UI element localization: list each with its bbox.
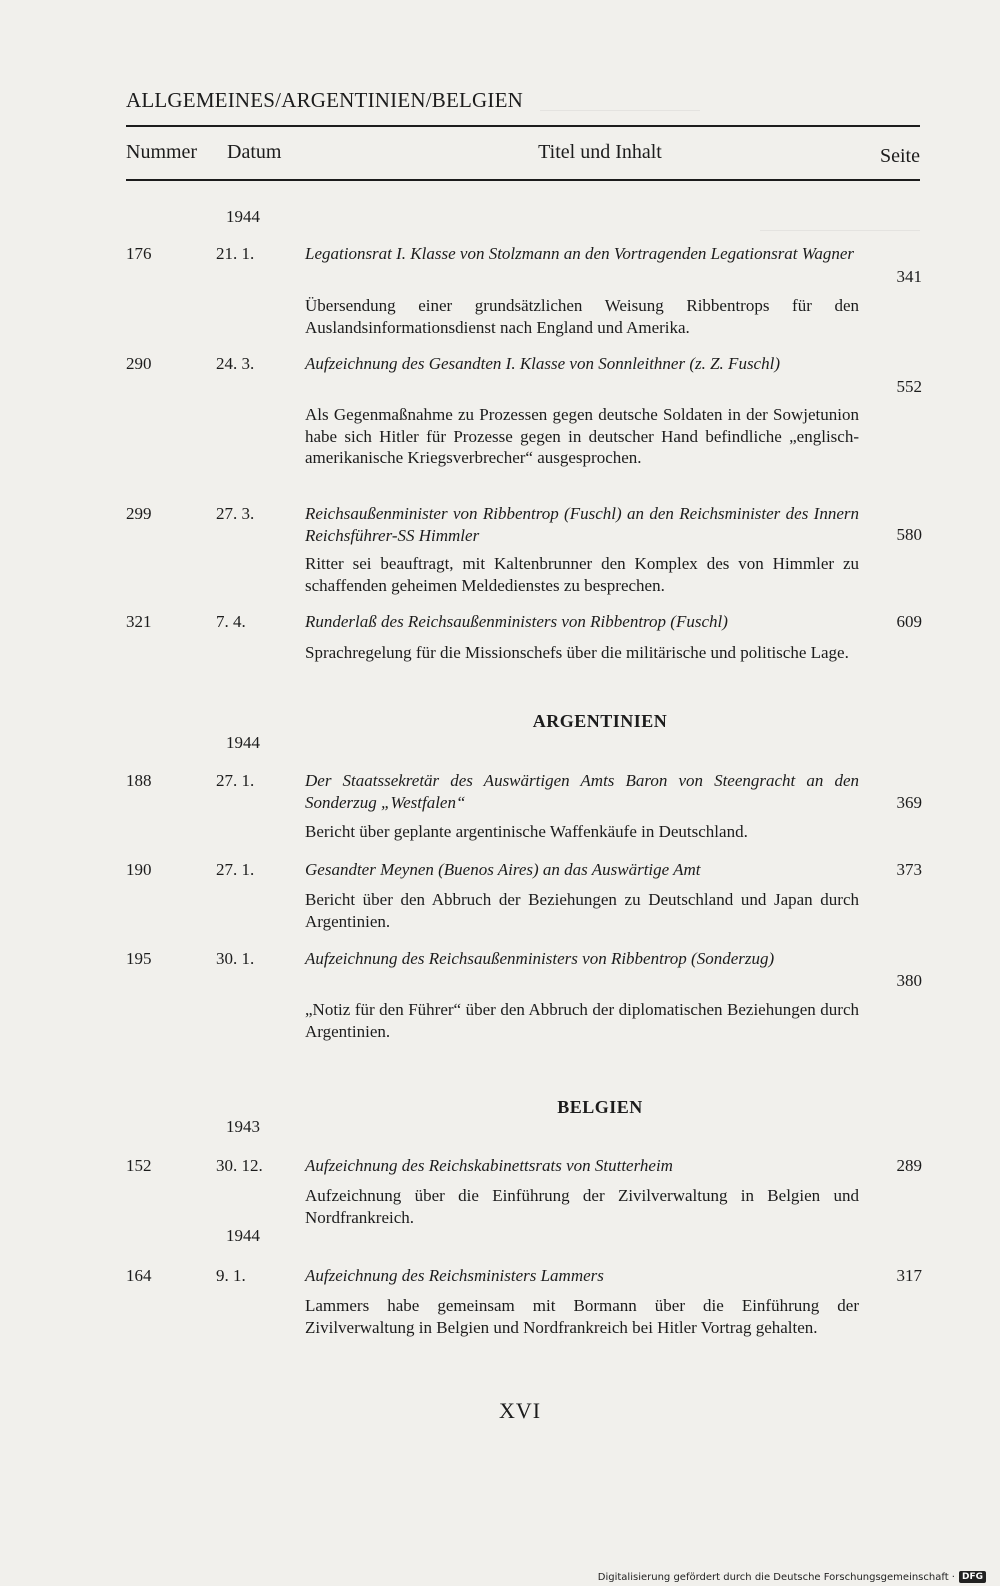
entry-number: 195 <box>126 949 152 968</box>
entry-title: Aufzeichnung des Reichsministers Lammers <box>305 1266 604 1285</box>
dfg-logo: DFG <box>959 1571 986 1583</box>
entry-date: 9. 1. <box>216 1266 246 1285</box>
entry-page: 380 <box>896 971 922 990</box>
column-header-page: Seite <box>880 145 920 167</box>
entry-title: Runderlaß des Reichsaußenministers von Ribbentrop (Fuschl) <box>305 612 728 631</box>
year-label: 1944 <box>226 207 260 226</box>
entry-date: 30. 1. <box>216 949 255 968</box>
entry-page: 580 <box>896 525 922 544</box>
entry-page: 373 <box>896 860 922 879</box>
digitization-credit <box>598 1571 986 1583</box>
entry-title: Gesandter Meynen (Buenos Aires) an das Auswärtige Amt <box>305 860 701 879</box>
entry-page: 341 <box>896 267 922 286</box>
entry-number: 290 <box>126 354 152 373</box>
entry-description: Aufzeichnung über die Einführung der Zivilverwaltung in Belgien und Nordfrankreich. <box>305 1186 859 1227</box>
bleed-through-mark <box>760 230 920 231</box>
entry-page: 317 <box>896 1266 922 1285</box>
entry-number: 190 <box>126 860 152 879</box>
entry-date: 24. 3. <box>216 354 255 373</box>
entry-number: 176 <box>126 244 152 263</box>
entry-description: Ritter sei beauftragt, mit Kaltenbrunner den Komplex des von Himmler zu schaffenden geheimen Meldedienstes zu besprechen. <box>305 554 859 595</box>
entry-title: Reichsaußenminister von Ribbentrop (Fuschl) an den Reichsminister des Innern Reichsführer-SS Himmler <box>305 504 859 545</box>
entry-description: Als Gegenmaßnahme zu Prozessen gegen deutsche Soldaten in der Sowjetunion habe sich Hitler für Prozesse gegen in deutscher Hand befindliche „englisch-amerikanische Kriegsverbrecher“ ausgesprochen. <box>305 405 859 467</box>
entry-number: 152 <box>126 1156 152 1175</box>
entry-description: Lammers habe gemeinsam mit Bormann über die Einführung der Zivilverwaltung in Belgien und Nordfrankreich bei Hitler Vortrag gehalten. <box>305 1296 859 1337</box>
entry-description: Bericht über den Abbruch der Beziehungen zu Deutschland und Japan durch Argentinien. <box>305 890 859 931</box>
year-label: 1944 <box>226 733 260 752</box>
bleed-through-mark <box>540 110 700 111</box>
entry-page: 289 <box>896 1156 922 1175</box>
running-head: ALLGEMEINES/ARGENTINIEN/BELGIEN <box>126 88 523 112</box>
entry-page: 609 <box>896 612 922 631</box>
entry-title: Aufzeichnung des Gesandten I. Klasse von Sonnleithner (z. Z. Fuschl) <box>305 354 780 373</box>
entry-number: 188 <box>126 771 152 790</box>
entry-date: 27. 3. <box>216 504 255 523</box>
page-folio: XVI <box>498 1398 542 1423</box>
header-rule-top <box>126 125 920 127</box>
entry-page: 369 <box>896 793 922 812</box>
section-heading: ARGENTINIEN <box>532 711 668 731</box>
entry-number: 299 <box>126 504 152 523</box>
column-header-title: Titel und Inhalt <box>538 141 662 163</box>
entry-date: 30. 12. <box>216 1156 263 1175</box>
column-header-number: Nummer <box>126 141 198 163</box>
entry-title: Legationsrat I. Klasse von Stolzmann an den Vortragenden Legationsrat Wagner <box>305 244 855 263</box>
entry-date: 7. 4. <box>216 612 246 631</box>
entry-description: Bericht über geplante argentinische Waffenkäufe in Deutschland. <box>305 822 748 841</box>
entry-date: 21. 1. <box>216 244 255 263</box>
year-label: 1943 <box>226 1117 260 1136</box>
entry-description: Übersendung einer grundsätzlichen Weisung Ribbentrops für den Auslandsinformationsdienst nach England und Amerika. <box>305 296 859 337</box>
entry-description: „Notiz für den Führer“ über den Abbruch der diplomatischen Beziehungen durch Argentinien. <box>305 1000 859 1041</box>
entry-page: 552 <box>896 377 922 396</box>
section-heading: BELGIEN <box>557 1097 643 1117</box>
column-header-date: Datum <box>227 141 282 163</box>
header-rule-bottom <box>126 179 920 181</box>
credit-text: Digitalisierung gefördert durch die Deutsche Forschungsgemeinschaft · <box>597 1571 955 1583</box>
entry-date: 27. 1. <box>216 860 255 879</box>
entry-number: 164 <box>126 1266 152 1285</box>
entry-date: 27. 1. <box>216 771 255 790</box>
entry-title: Aufzeichnung des Reichskabinettsrats von Stutterheim <box>305 1156 673 1175</box>
entry-description: Sprachregelung für die Missionschefs über die militärische und politische Lage. <box>305 643 849 662</box>
entry-number: 321 <box>126 612 152 631</box>
entry-title: Der Staatssekretär des Auswärtigen Amts Baron von Steengracht an den Sonderzug „Westfalen“ <box>305 771 859 812</box>
entry-title: Aufzeichnung des Reichsaußenministers von Ribbentrop (Sonderzug) <box>305 949 775 968</box>
year-label: 1944 <box>226 1226 260 1245</box>
